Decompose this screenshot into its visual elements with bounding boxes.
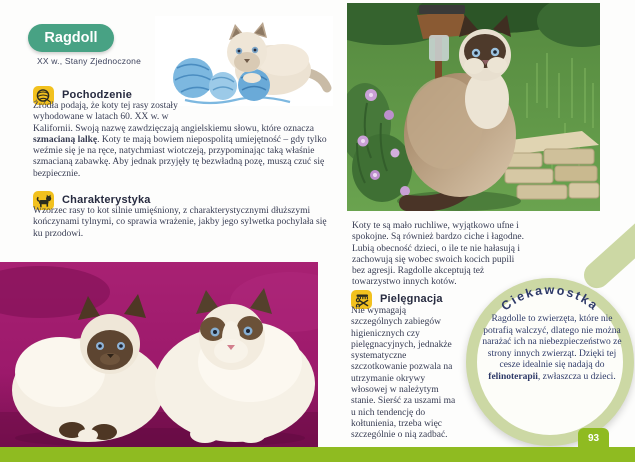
breed-origin-subtitle: XX w., Stany Zjednoczone <box>37 56 142 66</box>
fun-fact-heading: Ciekawostka <box>498 282 602 314</box>
origin-text-bold: szmacianą lalkę <box>33 134 98 145</box>
kitten-yarn-illustration <box>155 16 333 106</box>
origin-text-after: . Koty te mają bowiem niepospolitą umiejętność – gdy tylko weźmie się je na ręce, natychmiast wiotczeją, przypominając taką właśnie szmacianą zabawkę. Aby jednak przyjęły tę bezwładną pozę, muszą czuć się bezpiecznie. <box>33 134 327 179</box>
page-number-tab <box>578 428 609 448</box>
page-title: Ragdoll <box>44 30 98 46</box>
origin-heading: Pochodzenie <box>62 89 133 101</box>
origin-paragraph <box>33 101 337 180</box>
temperament-paragraph: Koty te są mało ruchliwe, wyjątkowo ufne i spokojne. Są również bardzo ciche i łagodne. Lubią obecność dzieci, o ile te nie hałasują i zachowują się wobec swoich kocich pupili bez agresji. Ragdolle akceptują też towarzystwo innych kotów. <box>352 221 604 289</box>
care-paragraph: Nie wymagają szczególnych zabiegów higienicznych czy pielęgnacyjnych, jednakże systematyczne szczotkowanie pozwala na utrzymanie okrywy włosowej w należytym stanie. Sierść za uszami ma u nich tendencję do kołtunienia, trzeba więc szczególnie o nią zadbać. <box>351 306 586 448</box>
svg-text:Ciekawostka <box>499 283 602 314</box>
fun-fact-text: Ragdolle to zwierzęta, które nie potrafią walczyć, dlatego nie można narażać ich na niebezpieczeństwo ze strony innych zwierząt. Dzięki tej cesze idealnie się nadają do felinoterapii, zwłaszcza u dzieci. <box>482 314 622 382</box>
garden-cat-photo <box>347 3 600 211</box>
characteristics-paragraph: Wzorzec rasy to kot silnie umięśniony, z charakterystycznymi dłuższymi kończynami tylnymi, co sprawia wrażenie, jakby jego sylwetka pochylała się ku przodowi. <box>33 206 327 239</box>
breed-title-banner <box>28 24 114 52</box>
kitten-yarn-photo <box>155 16 333 106</box>
origin-text-before: Źródła podają, że koty tej rasy zostały wyhodowane w latach 60. XX w. w Kalifornii. Swoją nazwę zawdzięczają angielskiemu słowu, które oznacza <box>33 101 314 134</box>
bottom-accent-bar <box>0 447 635 462</box>
garden-cat-illustration <box>347 3 600 211</box>
image-wrap-spacer <box>185 101 337 113</box>
two-ragdolls-illustration <box>0 262 318 447</box>
characteristics-heading: Charakterystyka <box>62 194 151 206</box>
fun-fact-bold: felinoterapii <box>488 371 538 382</box>
page-number: 93 <box>587 432 600 444</box>
two-ragdolls-photo <box>0 262 318 447</box>
care-heading: Pielęgnacja <box>380 293 443 305</box>
